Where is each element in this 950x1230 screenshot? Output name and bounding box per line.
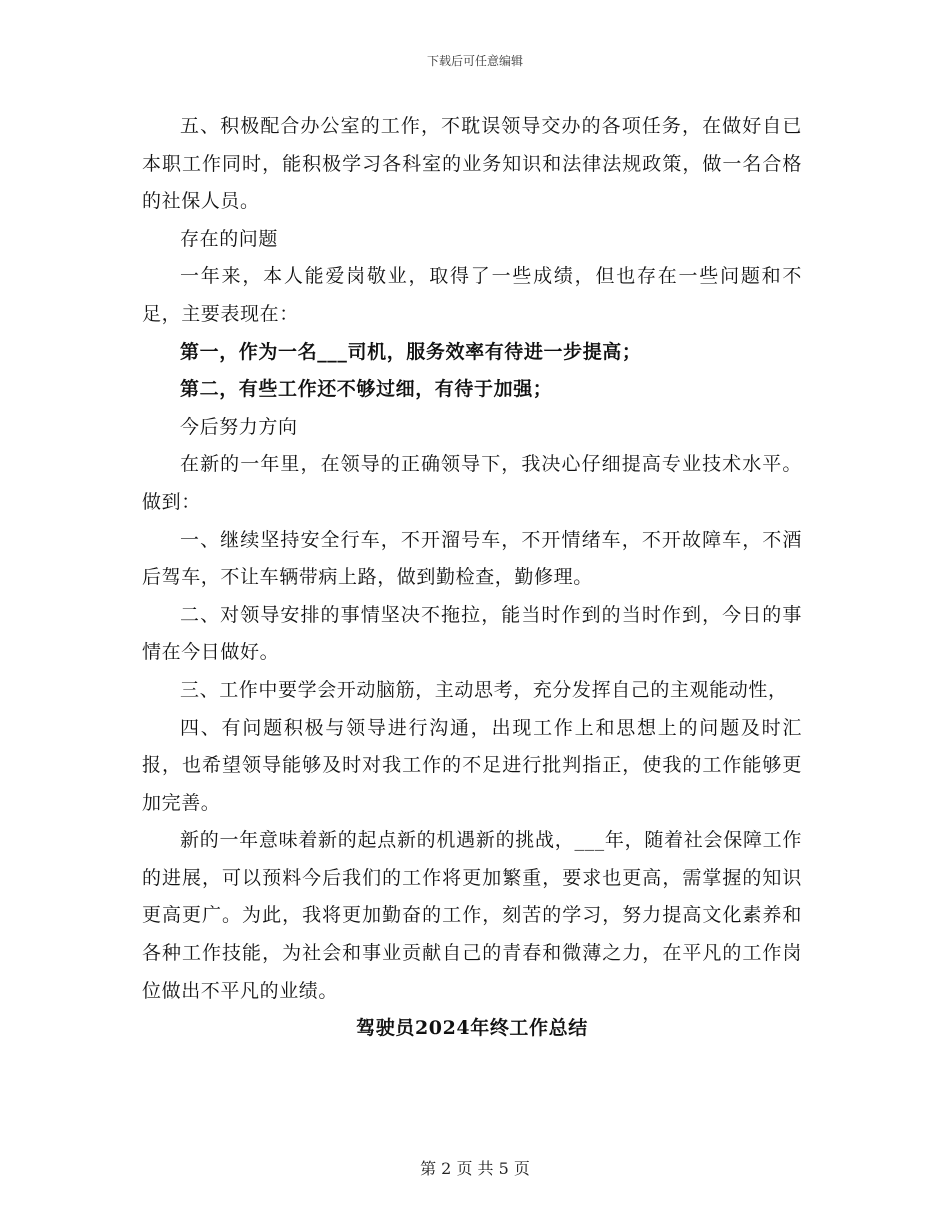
page-number: 第 2 页 共 5 页 — [420, 1159, 530, 1178]
paragraph-goal-3: 三、工作中要学会开动脑筋，主动思考，充分发挥自己的主观能动性， — [180, 678, 788, 701]
paragraph-goal-1: 一、继续坚持安全行车，不开溜号车，不开情绪车，不开故障车，不酒后驾车，不让车辆带病上路，做到勤检查，勤修理。 — [142, 528, 802, 589]
paragraph-goal-4: 四、有问题积极与领导进行沟通，出现工作上和思想上的问题及时汇报，也希望领导能够及时对我工作的不足进行批判指正，使我的工作能够更加完善。 — [142, 716, 802, 814]
paragraph-conclusion: 新的一年意味着新的起点新的机遇新的挑战，___年，随着社会保障工作的进展，可以预料今后我们的工作将更加繁重，要求也更高，需掌握的知识更高更广。为此，我将更加勤奋的工作，刻苦的学习，努力提高文化素养和各种工作技能，为社会和事业贡献自己的青春和微薄之力，在平凡的工作岗位做出不平凡的业绩。 — [142, 829, 802, 1002]
page-header-note: 下载后可任意编辑 — [426, 54, 523, 68]
paragraph-problem-2: 第二，有些工作还不够过细，有待于加强； — [180, 378, 553, 401]
document-title: 驾驶员2024年终工作总结 — [356, 1017, 588, 1040]
section-heading-problems: 存在的问题 — [180, 227, 279, 250]
paragraph-problem-1: 第一，作为一名___司机，服务效率有待进一步提高； — [180, 340, 642, 363]
paragraph-direction-intro: 在新的一年里，在领导的正确领导下，我决心仔细提高专业技术水平。做到： — [142, 453, 802, 513]
paragraph-item-5: 五、积极配合办公室的工作，不耽误领导交办的各项任务，在做好自已本职工作同时，能积极学习各科室的业务知识和法律法规政策，做一名合格的社保人员。 — [142, 115, 802, 213]
document-body — [142, 108, 802, 1048]
paragraph-problems-intro: 一年来，本人能爱岗敬业，取得了一些成绩，但也存在一些问题和不足，主要表现在： — [142, 265, 802, 325]
paragraph-goal-2: 二、对领导安排的事情坚决不拖拉，能当时作到的当时作到，今日的事情在今日做好。 — [142, 603, 802, 664]
section-heading-direction: 今后努力方向 — [180, 415, 298, 438]
